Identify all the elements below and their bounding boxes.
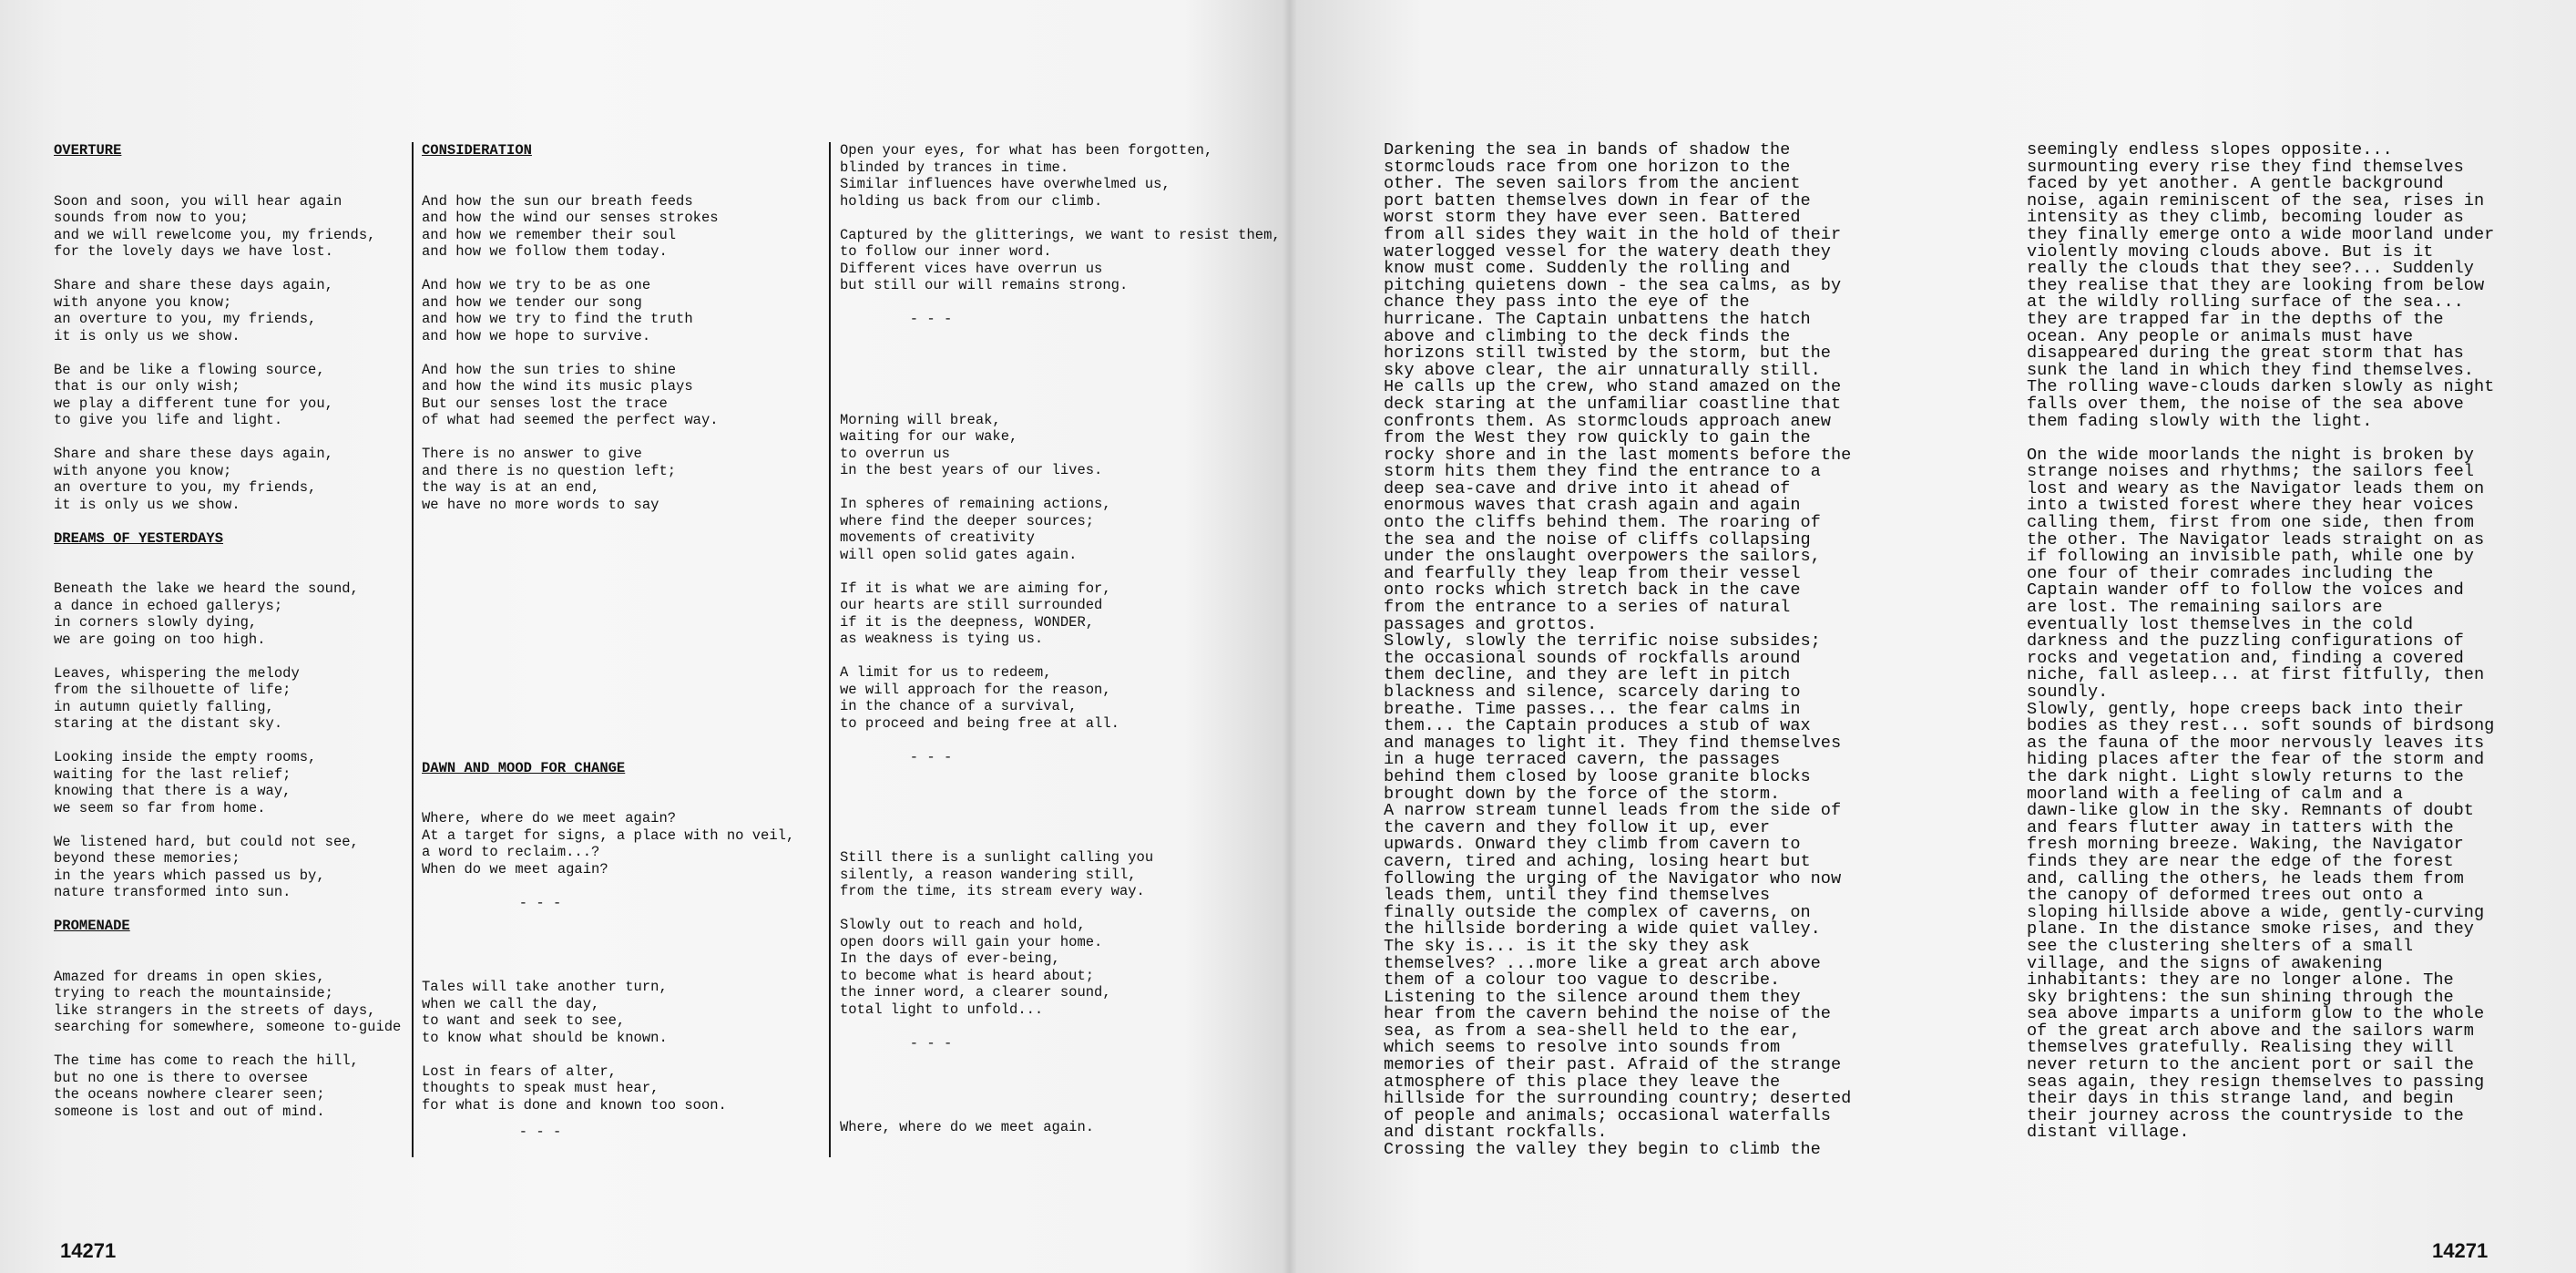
prose-line: darkness and the puzzling configurations of <box>2027 631 2464 652</box>
prose-line: under the onslaught overpowers the sailors, <box>1384 547 1821 567</box>
prose-line: confronts them. As stormclouds approach anew <box>1384 411 1831 431</box>
prose-line: bodies as they rest... soft sounds of birdsong <box>2027 716 2495 736</box>
verse-line: blinded by trances in time. <box>840 159 1069 176</box>
verse-line: will open solid gates again. <box>840 546 1078 563</box>
verse-line: The time has come to reach the hill, <box>54 1052 359 1069</box>
verse-line: Leaves, whispering the melody <box>54 664 300 682</box>
stanza <box>422 979 823 1046</box>
prose-line: sunk the land in which they find themselves. <box>2027 360 2474 380</box>
prose-line: seemingly endless slopes opposite... <box>2027 140 2393 159</box>
verse-line: from the silhouette of life; <box>54 682 291 698</box>
stanza <box>54 362 409 429</box>
verse-line: but no one is there to oversee <box>54 1069 309 1086</box>
verse-line: Slowly out to reach and hold, <box>840 917 1086 933</box>
prose-line: hurricane. The Captain unbattens the hatch <box>1384 309 1811 329</box>
dawn-separator: - - - <box>518 894 562 911</box>
stanza <box>54 665 409 733</box>
prose-line: He calls up the crew, who stand amazed on the <box>1384 377 1842 397</box>
prose-line: brought down by the force of the storm. <box>1384 784 1781 804</box>
prose-line: enormous waves that crash again and again <box>1384 496 1801 516</box>
dreams-heading: DREAMS OF YESTERDAYS <box>54 529 224 547</box>
prose-line: themselves gratefully. Realising they will <box>2027 1038 2454 1058</box>
verse-line: to want and seek to see, <box>422 1012 626 1029</box>
prose-line: soundly. <box>2027 683 2109 702</box>
verse-line: in the chance of a survival, <box>840 698 1078 714</box>
column3-closing-line: Where, where do we meet again. <box>840 1119 1095 1135</box>
verse-line: staring at the distant sky. <box>54 715 283 732</box>
prose-line: seas again, they resign themselves to passing <box>2027 1072 2485 1092</box>
prose-line: at the wildly rolling surface of the sea... <box>2027 293 2464 313</box>
verse-line: waiting for the last relief; <box>54 765 291 783</box>
verse-line: it is only us we show. <box>54 496 240 513</box>
prose-line: know must come. Suddenly the rolling and <box>1384 259 1791 279</box>
stanza <box>840 142 1241 210</box>
column-divider-1 <box>412 142 414 1157</box>
verse-line: sounds from now to you; <box>54 210 249 226</box>
prose-line: which seems to resolve into sounds from <box>1384 1038 1781 1058</box>
prose-line: faced by yet another. A gentle background <box>2027 174 2444 194</box>
prose-line: them fading slowly with the light. <box>2027 411 2373 431</box>
prose-line: plane. In the distance smoke rises, and they <box>2027 919 2474 939</box>
verse-line: There is no answer to give <box>422 446 642 462</box>
prose-line: they are trapped far in the depths of the <box>2027 309 2444 329</box>
consideration-heading: CONSIDERATION <box>422 142 532 159</box>
prose-line: strange noises and rhythms; the sailors feel <box>2027 462 2474 482</box>
stanza <box>422 810 823 878</box>
dawn-separator-end: - - - <box>518 1123 562 1140</box>
verse-line: the way is at an end, <box>422 479 600 496</box>
verse-line: Share and share these days again, <box>54 277 333 293</box>
prose-line: memories of their past. Afraid of the strange <box>1384 1055 1842 1075</box>
verse-line: and how we follow them today. <box>422 243 668 260</box>
prose-line: noise, again reminiscent of the sea, rises in <box>2027 190 2485 210</box>
verse-line: In spheres of remaining actions, <box>840 496 1111 512</box>
stanza <box>422 277 823 344</box>
verse-line: And how the sun our breath feeds <box>422 192 693 210</box>
prose-line: Crossing the valley they begin to climb the <box>1384 1140 1821 1160</box>
prose-line: the occasional sounds of rockfalls around <box>1384 648 1801 668</box>
verse-line: our hearts are still surrounded <box>840 597 1103 613</box>
verse-line: In the days of ever-being, <box>840 950 1060 967</box>
stanza <box>840 917 1241 1018</box>
prose-line: other. The seven sailors from the ancient <box>1384 174 1801 194</box>
prose-line: deck staring at the unfamiliar coastline that <box>1384 394 1842 414</box>
prose-line: hear from the cavern behind the noise of the <box>1384 1004 1831 1024</box>
prose-line: and manages to light it. They find themselves <box>1384 733 1842 753</box>
prose-line: and fears flutter away in tatters with the <box>2027 817 2454 837</box>
stanza <box>54 1052 409 1120</box>
dawn-stanzas-b <box>422 979 823 1114</box>
verse-line: as weakness is tying us. <box>840 631 1044 647</box>
column3-separator-2: - - - <box>909 748 953 765</box>
verse-line: and we will rewelcome you, my friends, <box>54 226 376 243</box>
prose-line: them decline, and they are left in pitch <box>1384 665 1791 685</box>
prose-line: violently moving clouds above. But is it <box>2027 241 2434 262</box>
verse-line: waiting for our wake, <box>840 428 1018 445</box>
prose-line: worst storm they have ever seen. Battered <box>1384 208 1801 228</box>
stanza <box>422 362 823 429</box>
prose-line: lost and weary as the Navigator leads them on <box>2027 478 2485 498</box>
prose-line: On the wide moorlands the night is broken by <box>2027 445 2474 465</box>
verse-line: and how the wind our senses strokes <box>422 210 719 226</box>
prose-line: waterlogged vessel for the watery death they <box>1384 241 1831 262</box>
prose-line: atmosphere of this place they leave the <box>1384 1072 1781 1092</box>
verse-line: to know what should be known. <box>422 1029 668 1046</box>
prose-line: horizons still twisted by the storm, but the <box>1384 344 1831 364</box>
verse-line: an overture to you, my friends, <box>54 311 317 327</box>
prose-line: stormclouds race from one horizon to the <box>1384 157 1791 177</box>
prose-line: calling them, first from one side, then from <box>2027 513 2474 533</box>
verse-line: of what had seemed the perfect way. <box>422 412 719 428</box>
prose-line: distant village. <box>2027 1123 2190 1143</box>
stanza <box>54 580 409 648</box>
prose-line: eventually lost themselves in the cold <box>2027 614 2414 634</box>
stanza <box>54 446 409 513</box>
dawn-stanzas-a <box>422 810 823 878</box>
column3-block1 <box>840 142 1281 294</box>
promenade-heading: PROMENADE <box>54 918 130 934</box>
overture-stanzas <box>54 193 409 514</box>
prose-line: Slowly, gently, hope creeps back into their <box>2027 699 2464 719</box>
verse-line: total light to unfold... <box>840 1001 1044 1018</box>
stanza <box>422 193 823 261</box>
left-column-1 <box>54 142 409 1137</box>
prose-line: themselves? ...more like a great arch above <box>1384 953 1821 973</box>
stanza <box>840 412 1241 479</box>
verse-line: A limit for us to redeem, <box>840 664 1052 681</box>
stanza <box>54 277 409 344</box>
prose-line: if following an invisible path, while one by <box>2027 547 2474 567</box>
prose-line: are lost. The remaining sailors are <box>2027 598 2383 618</box>
verse-line: it is only us we show. <box>54 327 240 344</box>
verse-line: holding us back from our climb. <box>840 192 1103 210</box>
prose-line: breathe. Time passes... the fear calms in <box>1384 699 1801 719</box>
dawn-heading: DAWN AND MOOD FOR CHANGE <box>422 759 626 776</box>
prose-line: from all sides they wait in the hold of their <box>1384 224 1842 244</box>
verse-line: Different vices have overrun us <box>840 260 1103 277</box>
verse-line: And how we try to be as one <box>422 277 651 293</box>
stanza <box>840 496 1241 563</box>
verse-line: open doors will gain your home. <box>840 933 1103 950</box>
verse-line: Morning will break, <box>840 411 1001 428</box>
verse-line: in autumn quietly falling, <box>54 698 274 715</box>
prose-line: The sky is... is it the sky they ask <box>1384 936 1750 956</box>
verse-line: for what is done and known too soon. <box>422 1096 727 1114</box>
prose-line: inhabitants: they are no longer alone. The <box>2027 970 2454 991</box>
prose-line: they finally emerge onto a wide moorland under <box>2027 224 2495 244</box>
verse-line: the inner word, a clearer sound, <box>840 984 1111 1001</box>
verse-line: and how we try to find the truth <box>422 311 693 327</box>
prose-line: the hillside bordering a wide quiet valley. <box>1384 919 1821 939</box>
prose-line: the canopy of deformed trees out onto a <box>2027 886 2424 906</box>
left-column-2 <box>422 142 823 1140</box>
prose-line: their journey across the countryside to the <box>2027 1105 2464 1125</box>
stanza <box>840 580 1241 648</box>
stanza <box>422 1063 823 1114</box>
verse-line: we play a different tune for you, <box>54 395 333 412</box>
right-column-1 <box>1384 142 1894 1159</box>
stanza <box>422 446 823 513</box>
prose-line: and, calling the others, he leads them from <box>2027 868 2464 888</box>
verse-line: At a target for signs, a place with no veil, <box>422 826 795 844</box>
stanza <box>54 969 409 1036</box>
verse-line: Still there is a sunlight calling you <box>840 849 1154 866</box>
verse-line: We listened hard, but could not see, <box>54 833 359 850</box>
prose-line: see the clustering shelters of a small <box>2027 936 2414 956</box>
prose-line: ocean. Any people or animals must have <box>2027 326 2414 346</box>
verse-line: Captured by the glitterings, we want to resist them, <box>840 226 1281 243</box>
verse-line: Looking inside the empty rooms, <box>54 749 317 765</box>
verse-line: and how we hope to survive. <box>422 327 651 344</box>
verse-line: where find the deeper sources; <box>840 512 1095 529</box>
verse-line: knowing that there is a way, <box>54 783 291 799</box>
prose-line: them of a colour too vague to describe. <box>1384 970 1781 991</box>
column3-separator-1: - - - <box>909 311 953 327</box>
verse-line: to follow our inner word. <box>840 243 1052 260</box>
prose-line: sloping hillside above a wide, gently-curving <box>2027 902 2485 922</box>
verse-line: Share and share these days again, <box>54 446 333 462</box>
verse-line: if it is the deepness, WONDER, <box>840 613 1095 631</box>
verse-line: trying to reach the mountainside; <box>54 985 333 1001</box>
prose-line: hiding places after the fear of the storm and <box>2027 750 2485 770</box>
prose-line: chance they pass into the eye of the <box>1384 293 1750 313</box>
prose-line: the cavern and they follow it up, ever <box>1384 817 1771 837</box>
verse-line: Where, where do we meet again? <box>422 810 677 826</box>
verse-line: If it is what we are aiming for, <box>840 580 1111 597</box>
verse-line: but still our will remains strong. <box>840 277 1129 293</box>
verse-line: someone is lost and out of mind. <box>54 1103 325 1120</box>
verse-line: a word to reclaim...? <box>422 844 600 860</box>
prose-line: really the clouds that they see?... Suddenly <box>2027 259 2474 279</box>
prose-line: Captain wander off to follow the voices and <box>2027 580 2464 601</box>
prose-line: the other. The Navigator leads straight on as <box>2027 529 2485 549</box>
stanza <box>840 849 1241 900</box>
prose-line: cavern, tired and aching, losing heart but <box>1384 851 1811 871</box>
verse-line: like strangers in the streets of days, <box>54 1001 376 1019</box>
verse-line: we seem so far from home. <box>54 799 266 816</box>
prose-line: following the urging of the Navigator who now <box>1384 868 1842 888</box>
prose-line: in a huge terraced cavern, the passages <box>1384 750 1781 770</box>
prose-line: them... the Captain produces a stub of wax <box>1384 716 1811 736</box>
verse-line: Open your eyes, for what has been forgotten, <box>840 142 1213 159</box>
prose-line: dawn-like glow in the sky. Remnants of doubt <box>2027 801 2474 821</box>
verse-line: And how the sun tries to shine <box>422 361 677 378</box>
prose-line: passages and grottos. <box>1384 614 1598 634</box>
verse-line: and there is no question left; <box>422 462 677 479</box>
verse-line: when we call the day, <box>422 995 600 1012</box>
prose-line: The rolling wave-clouds darken slowly as night <box>2027 377 2495 397</box>
prose-line: of the great arch above and the sailors warm <box>2027 1021 2474 1041</box>
prose-line: onto rocks which stretch back in the cave <box>1384 580 1801 601</box>
prose-line: upwards. Onward they climb from cavern to <box>1384 835 1801 855</box>
verse-line: Tales will take another turn, <box>422 979 668 995</box>
verse-line: Similar influences have overwhelmed us, <box>840 176 1170 192</box>
prose-line: deep sea-cave and drive into it ahead of <box>1384 478 1791 498</box>
prose-line: never return to the ancient port or sail the <box>2027 1055 2474 1075</box>
prose-line: sky above clear, the air unnaturally still. <box>1384 360 1821 380</box>
prose-line: Listening to the silence around them they <box>1384 987 1801 1007</box>
verse-line: an overture to you, my friends, <box>54 479 317 496</box>
prose-line: moorland with a feeling of calm and a <box>2027 784 2403 804</box>
prose-line: as the fauna of the moor nervously leaves its <box>2027 733 2485 753</box>
verse-line: and how the wind its music plays <box>422 378 693 395</box>
verse-line: for the lovely days we have lost. <box>54 243 333 260</box>
left-column-3 <box>840 142 1281 1136</box>
verse-line: in corners slowly dying, <box>54 614 258 631</box>
prose-line: finds they are near the edge of the forest <box>2027 851 2454 871</box>
verse-line: a dance in echoed gallerys; <box>54 597 283 614</box>
column3-separator-3: - - - <box>909 1034 953 1052</box>
verse-line: beyond these memories; <box>54 850 240 867</box>
verse-line: to become what is heard about; <box>840 967 1095 984</box>
stanza <box>840 664 1241 732</box>
prose-line: from the West they row quickly to gain the <box>1384 428 1811 448</box>
verse-line: with anyone you know; <box>54 293 232 311</box>
verse-line: we have no more words to say <box>422 496 659 513</box>
verse-line: But our senses lost the trace <box>422 395 668 412</box>
column-divider-2 <box>829 142 831 1157</box>
verse-line: in the best years of our lives. <box>840 462 1103 478</box>
verse-line: nature transformed into sun. <box>54 884 291 900</box>
stanza <box>54 193 409 261</box>
verse-line: thoughts to speak must hear, <box>422 1080 659 1096</box>
stanza <box>54 749 409 816</box>
stanza <box>840 226 1281 294</box>
verse-line: we will approach for the reason, <box>840 681 1111 698</box>
verse-line: Be and be like a flowing source, <box>54 361 325 378</box>
verse-line: to overrun us <box>840 445 950 462</box>
verse-line: in the years which passed us by, <box>54 867 325 884</box>
verse-line: to proceed and being free at all. <box>840 714 1119 732</box>
prose-line: port batten themselves down in fear of the <box>1384 190 1811 210</box>
prose-line: niche, fall asleep... at first fitfully, then <box>2027 665 2485 685</box>
prose-line: surmounting every rise they find themselves <box>2027 157 2464 177</box>
prose-line: into a twisted forest where they hear voices <box>2027 496 2474 516</box>
prose-line: blackness and silence, scarcely daring to <box>1384 683 1801 702</box>
prose-line: sea, as from a sea-shell held to the ear, <box>1384 1021 1801 1041</box>
prose-line: village, and the signs of awakening <box>2027 953 2383 973</box>
right-column-2 <box>2027 142 2537 1142</box>
dreams-stanzas <box>54 580 409 901</box>
prose-line: storm hits them they find the entrance to a <box>1384 462 1821 482</box>
prose-line: fresh morning breeze. Waking, the Navigator <box>2027 835 2464 855</box>
prose-line: the dark night. Light slowly returns to the <box>2027 766 2464 786</box>
left-page-number: 14271 <box>60 1239 117 1262</box>
prose-line: finally outside the complex of caverns, on <box>1384 902 1811 922</box>
prose-line: from the entrance to a series of natural <box>1384 598 1791 618</box>
verse-line: the oceans nowhere clearer seen; <box>54 1086 325 1103</box>
prose-line: they realise that they are looking from below <box>2027 275 2485 295</box>
prose-line: onto the cliffs behind them. The roaring of <box>1384 513 1821 533</box>
prose-line: disappeared during the great storm that has <box>2027 344 2464 364</box>
prose-line: one four of their comrades including the <box>2027 563 2434 583</box>
verse-line: Amazed for dreams in open skies, <box>54 968 325 985</box>
verse-line: silently, a reason wandering still, <box>840 866 1137 883</box>
verse-line: with anyone you know; <box>54 462 232 479</box>
prose-line: Darkening the sea in bands of shadow the <box>1384 140 1791 159</box>
prose-line: and fearfully they leap from their vessel <box>1384 563 1801 583</box>
verse-line: When do we meet again? <box>422 860 608 878</box>
right-column-2-para-2 <box>2027 447 2537 1142</box>
consideration-stanzas <box>422 193 823 514</box>
right-column-2-para-1 <box>2027 142 2537 430</box>
prose-line: falls over them, the noise of the sea above <box>2027 394 2464 414</box>
prose-line: behind them closed by loose granite blocks <box>1384 766 1811 786</box>
verse-line: searching for somewhere, someone to-guide <box>54 1019 402 1035</box>
promenade-stanzas <box>54 969 409 1121</box>
verse-line: we are going on too high. <box>54 631 266 648</box>
prose-line: intensity as they climb, becoming louder as <box>2027 208 2464 228</box>
verse-line: and how we tender our song <box>422 293 642 311</box>
overture-heading: OVERTURE <box>54 142 122 159</box>
verse-line: Soon and soon, you will hear again <box>54 192 342 210</box>
verse-line: Beneath the lake we heard the sound, <box>54 580 359 597</box>
prose-line: sky brightens: the sun shining through the <box>2027 987 2454 1007</box>
prose-line: rocks and vegetation and, finding a covered <box>2027 648 2464 668</box>
prose-line: leads them, until they find themselves <box>1384 886 1771 906</box>
prose-line: rocky shore and in the last moments before the <box>1384 445 1852 465</box>
column3-block2 <box>840 412 1241 733</box>
column3-block3 <box>840 849 1241 1018</box>
verse-line: to give you life and light. <box>54 412 283 428</box>
prose-line: and distant rockfalls. <box>1384 1123 1608 1143</box>
verse-line: that is our only wish; <box>54 378 240 395</box>
stanza <box>54 834 409 901</box>
prose-line: A narrow stream tunnel leads from the side of <box>1384 801 1842 821</box>
prose-line: sea above imparts a uniform glow to the whole <box>2027 1004 2485 1024</box>
prose-line: Slowly, slowly the terrific noise subsides; <box>1384 631 1821 652</box>
prose-line: the sea and the noise of cliffs collapsing <box>1384 529 1811 549</box>
prose-line: pitching quietens down - the sea calms, as by <box>1384 275 1842 295</box>
prose-line: their days in this strange land, and begin <box>2027 1089 2454 1109</box>
prose-line: of people and animals; occasional waterfalls <box>1384 1105 1831 1125</box>
prose-line: above and climbing to the deck finds the <box>1384 326 1791 346</box>
verse-line: from the time, its stream every way. <box>840 883 1145 899</box>
verse-line: and how we remember their soul <box>422 226 677 243</box>
verse-line: movements of creativity <box>840 529 1035 546</box>
right-page-number: 14271 <box>2432 1239 2489 1262</box>
verse-line: Lost in fears of alter, <box>422 1063 617 1080</box>
prose-line: hillside for the surrounding country; deserted <box>1384 1089 1852 1109</box>
